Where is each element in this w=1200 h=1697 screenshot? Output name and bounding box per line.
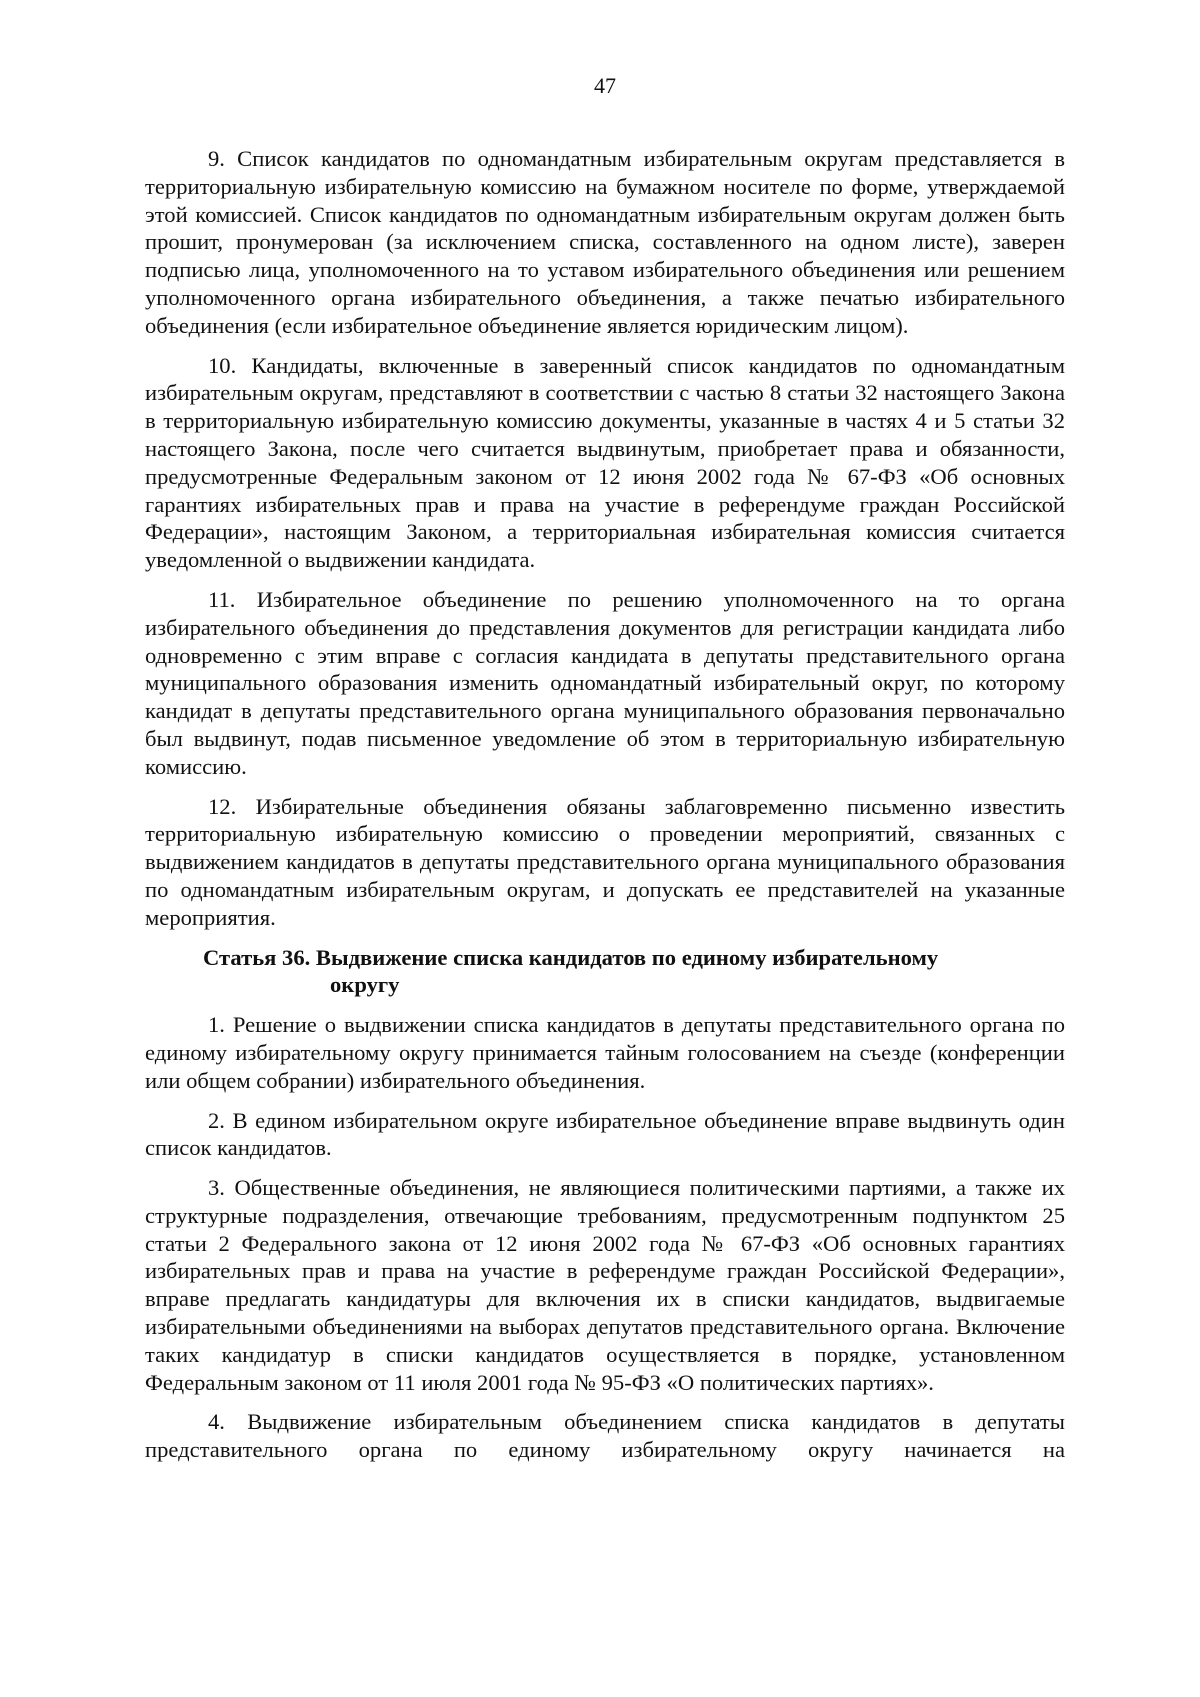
- article-36-paragraph-3: 3. Общественные объединения, не являющиеся политическими партиями, а также их структурные подразделения, отвечающие требованиям, предусмотренным подпунктом 25 статьи 2 Федерального закона от 12 июня 2002 года № 67-ФЗ «Об основных гарантиях избирательных прав и права на участие в референдуме граждан Российской Федерации», вправе предлагать кандидатуры для включения их в списки кандидатов, выдвигаемые избирательными объединениями на выборах депутатов представительного органа. Включение таких кандидатур в списки кандидатов осуществляется в порядке, установленном Федеральным законом от 11 июля 2001 года № 95-ФЗ «О политических партиях».: [145, 1175, 1065, 1395]
- paragraph-item-9: 9. Список кандидатов по одномандатным избирательным округам представляется в территориальную избирательную комиссию на бумажном носителе по форме, утверждаемой этой комиссией. Список кандидатов по одномандатным избирательным округам должен быть прошит, пронумерован (за исключением списка, составленного на одном листе), заверен подписью лица, уполномоченного на то уставом избирательного объединения или решением уполномоченного органа избирательного объединения, а также печатью избирательного объединения (если избирательное объединение является юридическим лицом).: [145, 146, 1065, 338]
- document-body: [145, 145, 1065, 1476]
- paragraph-item-11: 11. Избирательное объединение по решению уполномоченного на то органа избирательного объединения до представления документов для регистрации кандидата либо одновременно с этим вправе с согласия кандидата в депутаты представительного органа муниципального образования изменить одномандатный избирательный округ, по которому кандидат в депутаты представительного органа муниципального образования первоначально был выдвинут, подав письменное уведомление об этом в территориальную избирательную комиссию.: [145, 586, 1065, 779]
- paragraph-item-12: 12. Избирательные объединения обязаны заблаговременно письменно известить территориальную избирательную комиссию о проведении мероприятий, связанных с выдвижением кандидатов в депутаты представительного органа муниципального образования по одномандатным избирательным округам, и допускать ее представителей на указанные мероприятия.: [145, 793, 1065, 930]
- paragraph-item-10: 10. Кандидаты, включенные в заверенный список кандидатов по одномандатным избирательным округам, представляют в соответствии с частью 8 статьи 32 настоящего Закона в территориальную избирательную комиссию документы, указанные в частях 4 и 5 статьи 32 настоящего Закона, после чего считается выдвинутым, приобретает права и обязанности, предусмотренные Федеральным законом от 12 июня 2002 года № 67-ФЗ «Об основных гарантиях избирательных прав и права на участие в референдуме граждан Российской Федерации», настоящим Законом, а территориальная избирательная комиссия считается уведомленной о выдвижении кандидата.: [145, 352, 1065, 573]
- article-36-paragraph-4: 4. Выдвижение избирательным объединением списка кандидатов в депутаты представительного органа по единому избирательному округу начинается на: [145, 1409, 1065, 1463]
- article-36-heading: [145, 944, 1065, 1000]
- article-36-paragraph-1: 1. Решение о выдвижении списка кандидатов в депутаты представительного органа по единому избирательному округу принимается тайным голосованием на съезде (конференции или общем собрании) избирательного объединения.: [145, 1012, 1065, 1093]
- article-heading-line1: Статья 36. Выдвижение списка кандидатов по единому избирательному: [203, 944, 939, 970]
- article-36-paragraph-2: 2. В едином избирательном округе избирательное объединение вправе выдвинуть один список кандидатов.: [145, 1107, 1065, 1161]
- article-heading-line2: округу: [330, 972, 400, 998]
- page-number: 47: [594, 73, 616, 98]
